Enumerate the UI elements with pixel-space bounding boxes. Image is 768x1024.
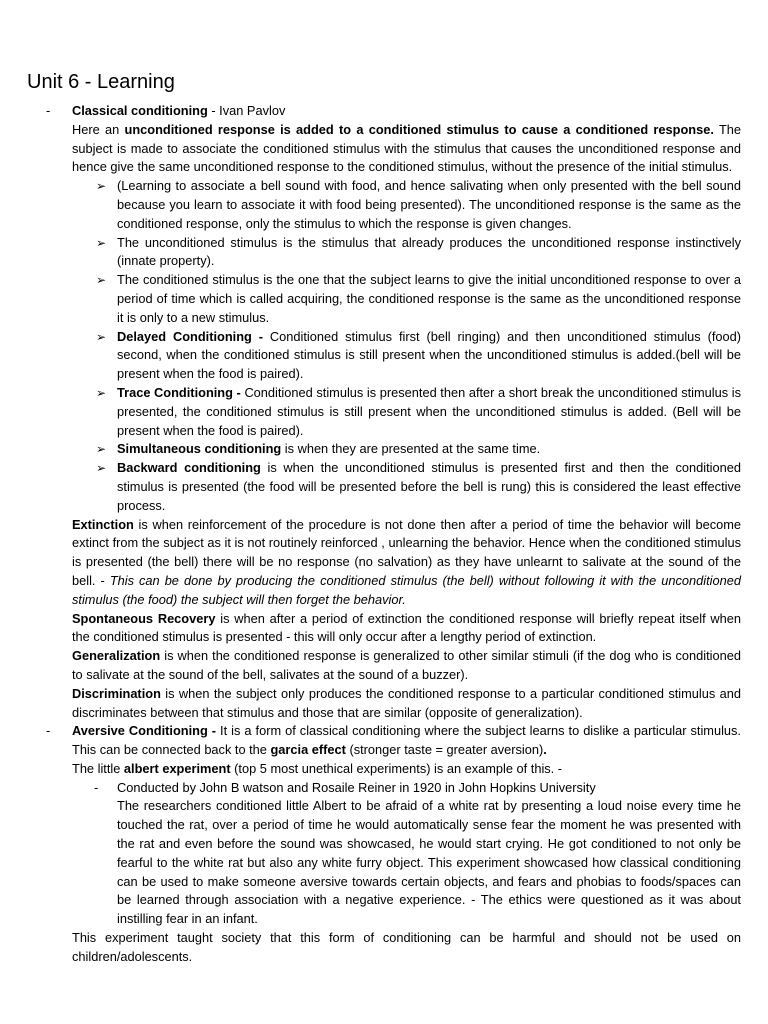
discrimination-paragraph [0,685,768,723]
conclusion-paragraph [0,929,768,967]
intro-bold: unconditioned response is added to a conditioned stimulus to cause a conditioned response. [124,121,714,137]
bullet-text [117,440,741,459]
bullet-text: The unconditioned stimulus is the stimulus that already produces the unconditioned response instinctively (innate property). [117,234,741,269]
page-title: Unit 6 - Learning [27,71,175,93]
bullet-bold: Trace Conditioning - [117,384,241,400]
extinction-italic: This can be done by producing the conditioned stimulus (the bell) without following it with the unconditioned stimulus (the food) the subject will then forget the behavior. [72,572,741,607]
classical-heading: Classical conditioning [72,103,208,118]
bullet-bold: Simultaneous conditioning [117,441,282,457]
bullet-item [0,459,768,515]
albert-subsection [0,779,768,929]
albert-post: (top 5 most unethical experiments) is an example of this. - [230,760,563,776]
arrow-bullet-icon: ➢ [96,385,107,400]
albert-line [72,760,741,779]
conclusion-text: This experiment taught society that this form of conditioning can be harmful and should not be used on children/adolescents. [72,930,741,964]
bullet-item [0,328,768,384]
discrimination-body: is when the subject only produces the conditioned response to a particular conditioned stimulus and discriminates between that stimulus and those that are similar (opposite of generalization). [72,685,741,720]
list-dash: - [46,103,51,118]
bullet-text [117,384,741,440]
bullet-text: (Learning to associate a bell sound with food, and hence salivating when only presented with the bell sound because you learn to associate it with food being presented). The unconditioned response is the same as the conditioned response, only the stimulus to which the response is given changes. [117,178,741,231]
bullet-text: The conditioned stimulus is the one that the subject learns to give the initial unconditioned response to over a period of time which is called acquiring, the conditioned response is the same as the unconditioned response it is only to a new stimulus. [117,272,741,325]
spontaneous-body: is when after a period of extinction the conditioned response will briefly repeat itself when the conditioned stimulus is presented - this will only occur after a lengthy period of extinction. [72,610,741,645]
albert-sub-paragraph: The researchers conditioned little Albert to be afraid of a white rat by presenting a loud noise every time he touched the rat, over a period of time he would automatically sense fear the moment he was presented with the rat and even before the sound was showcased, he would start crying. He got conditioned to not only be fearful to the white rat but also any white furry object. This experiment showcased how classical conditioning can be used to make someone aversive towards certain objects, and fears and phobias to foods/spaces can be learned through association with a negative experience. - The ethics were questioned as it was about instilling fear in an infant. [117,798,741,927]
albert-sub-line: Conducted by John B watson and Rosaile Reiner in 1920 in John Hopkins University [117,779,596,795]
aversive-text [72,722,741,760]
bullet-bold: Backward conditioning [117,460,261,476]
bullet-item [0,234,768,272]
arrow-bullet-icon: ➢ [96,461,107,476]
generalization-body: is when the conditioned response is generalized to other similar stimuli (if the dog who is conditioned to salivate at the sound of the bell, salivates at the sound of a buzzer). [72,648,741,682]
bullet-text [117,328,741,384]
list-dash: - [46,723,51,739]
document-body [0,102,768,967]
aversive-period: . [543,742,547,758]
bullet-body: is when the unconditioned stimulus is presented first and then the conditioned stimulus is presented (the food will be presented before the bell is rung) this is considered the least effective process. [117,460,741,513]
bullet-bold: Delayed Conditioning - [117,328,264,344]
term-generalization: Generalization [72,648,161,664]
intro-pre: Here an [72,121,125,137]
generalization-paragraph [0,647,768,685]
term-albert-experiment: albert experiment [123,760,231,776]
extinction-body: is when reinforcement of the procedure is not done then after a period of time the behavior will become extinct from the subject as it is not routinely reinforced , unlearning the behavior. Hence when the conditioned stimulus is presented (the bell) there will be no response (no salvation) as they have unlearnt to salivate at the sound of the bell. - [72,516,741,588]
discrimination-text [72,685,741,723]
classical-heading-line [72,102,741,121]
bullet-body: Conditioned stimulus is presented then after a short break the unconditioned stimulus is presented, the conditioned stimulus is still present when the unconditioned stimulus is added. (Bell will be present when the food is paired). [117,384,741,438]
aversive-body: It is a form of classical conditioning where the subject learns to dislike a particular stimulus. This can be connected back to the [72,723,741,758]
spontaneous-text [72,610,741,648]
extinction-paragraph [0,516,768,610]
extinction-text [72,516,741,610]
aversive-conditioning-section [0,722,768,778]
classical-intro [72,121,741,177]
term-spontaneous-recovery: Spontaneous Recovery [72,610,216,626]
aversive-heading: Aversive Conditioning - [72,723,217,739]
intro-body: The subject is made to associate the conditioned stimulus with the stimulus that causes the unconditioned response and hence give the same unconditioned response to the conditioned stimulus, without the presence of the initial stimulus. [72,121,741,175]
list-dash: - [94,779,99,795]
term-discrimination: Discrimination [72,685,161,701]
classical-conditioning-section [0,102,768,177]
spontaneous-recovery-paragraph [0,610,768,648]
arrow-bullet-icon: ➢ [96,235,107,250]
bullet-item [0,440,768,459]
generalization-text [72,647,741,685]
classical-heading-suffix: - Ivan Pavlov [207,103,286,118]
term-garcia-effect: garcia effect [270,742,346,758]
arrow-bullet-icon: ➢ [96,442,107,457]
bullet-item [0,271,768,327]
bullet-item [0,384,768,440]
albert-pre: The little [72,760,124,776]
bullet-item [0,177,768,233]
bullet-body: Conditioned stimulus first (bell ringing) and then unconditioned stimulus (food) second, when the conditioned stimulus is still present when the unconditioned stimulus is added.(bell will be present when the food is paired). [117,328,742,382]
term-extinction: Extinction [72,516,134,532]
arrow-bullet-icon: ➢ [96,329,107,344]
arrow-bullet-icon: ➢ [96,273,107,288]
arrow-bullet-icon: ➢ [96,179,107,194]
aversive-body-post: (stronger taste = greater aversion) [345,742,544,758]
bullet-body: is when they are presented at the same time. [281,441,541,457]
bullet-text [117,459,741,515]
